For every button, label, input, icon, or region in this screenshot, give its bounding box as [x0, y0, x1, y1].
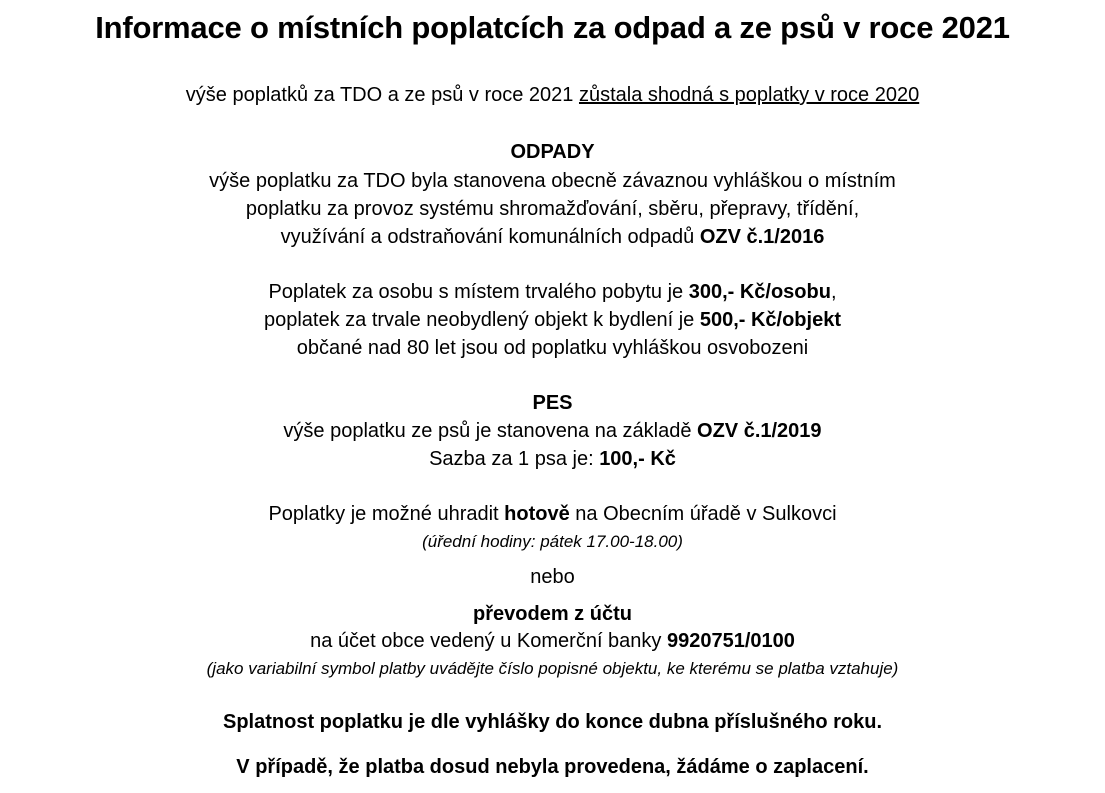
- or-separator: nebo: [530, 566, 575, 588]
- fee-object-amount: 500,- Kč/objekt: [699, 309, 841, 331]
- pes-heading: PES: [532, 392, 573, 414]
- cash-suffix: na Obecním úřadě v Sulkovci: [569, 503, 837, 525]
- pes-line-1-text: výše poplatku ze psů je stanovena na základě: [283, 420, 698, 442]
- odpady-line-3: [0, 226, 1105, 249]
- ozv-2016: OZV č.1/2016: [699, 226, 825, 248]
- fee-person-suffix: ,: [830, 281, 837, 303]
- office-hours: (úřední hodiny: pátek 17.00-18.00): [422, 532, 683, 551]
- page-title: Informace o místních poplatcích za odpad a ze psů v roce 2021: [95, 10, 1010, 45]
- fee-person-text: Poplatek za osobu s místem trvalého pobytu je: [268, 281, 689, 303]
- exemption-line: občané nad 80 let jsou od poplatku vyhláškou osvobozeni: [296, 337, 809, 359]
- intro-line: [0, 84, 1105, 107]
- payment-request: V případě, že platba dosud nebyla provedena, žádáme o zaplacení.: [236, 756, 869, 778]
- fee-person-line: [0, 281, 1105, 304]
- account-number: 9920751/0100: [666, 630, 795, 652]
- odpady-line-1: výše poplatku za TDO byla stanovena obecně závaznou vyhláškou o místním: [209, 170, 896, 192]
- transfer-heading: převodem z účtu: [473, 603, 632, 625]
- dog-rate-amount: 100,- Kč: [599, 448, 676, 470]
- dog-rate-text: Sazba za 1 psa je:: [429, 448, 600, 470]
- dog-rate-line: [0, 448, 1105, 471]
- due-date-note: Splatnost poplatku je dle vyhlášky do konce dubna příslušného roku.: [222, 711, 882, 733]
- variable-symbol-note: (jako variabilní symbol platby uvádějte číslo popisné objektu, ke kterému se platba vztahuje): [206, 659, 899, 678]
- ozv-2019: OZV č.1/2019: [697, 420, 822, 442]
- fee-object-text: poplatek za trvale neobydlený objekt k bydlení je: [263, 309, 700, 331]
- cash-bold: hotově: [504, 503, 570, 525]
- fee-person-amount: 300,- Kč/osobu: [688, 281, 831, 303]
- cash-prefix: Poplatky je možné uhradit: [268, 503, 505, 525]
- intro-underlined: zůstala shodná s poplatky v roce 2020: [578, 84, 920, 106]
- odpady-line-2: poplatku za provoz systému shromažďování, sběru, přepravy, třídění,: [245, 198, 860, 220]
- cash-payment-line: [0, 503, 1105, 526]
- odpady-heading: ODPADY: [510, 141, 595, 163]
- intro-text: výše poplatků za TDO a ze psů v roce 2021: [185, 84, 579, 106]
- account-text: na účet obce vedený u Komerční banky: [310, 630, 667, 652]
- account-line: [0, 630, 1105, 653]
- fee-object-line: [0, 309, 1105, 332]
- pes-line-1: [0, 420, 1105, 443]
- odpady-line-3-text: využívání a odstraňování komunálních odpadů: [280, 226, 700, 248]
